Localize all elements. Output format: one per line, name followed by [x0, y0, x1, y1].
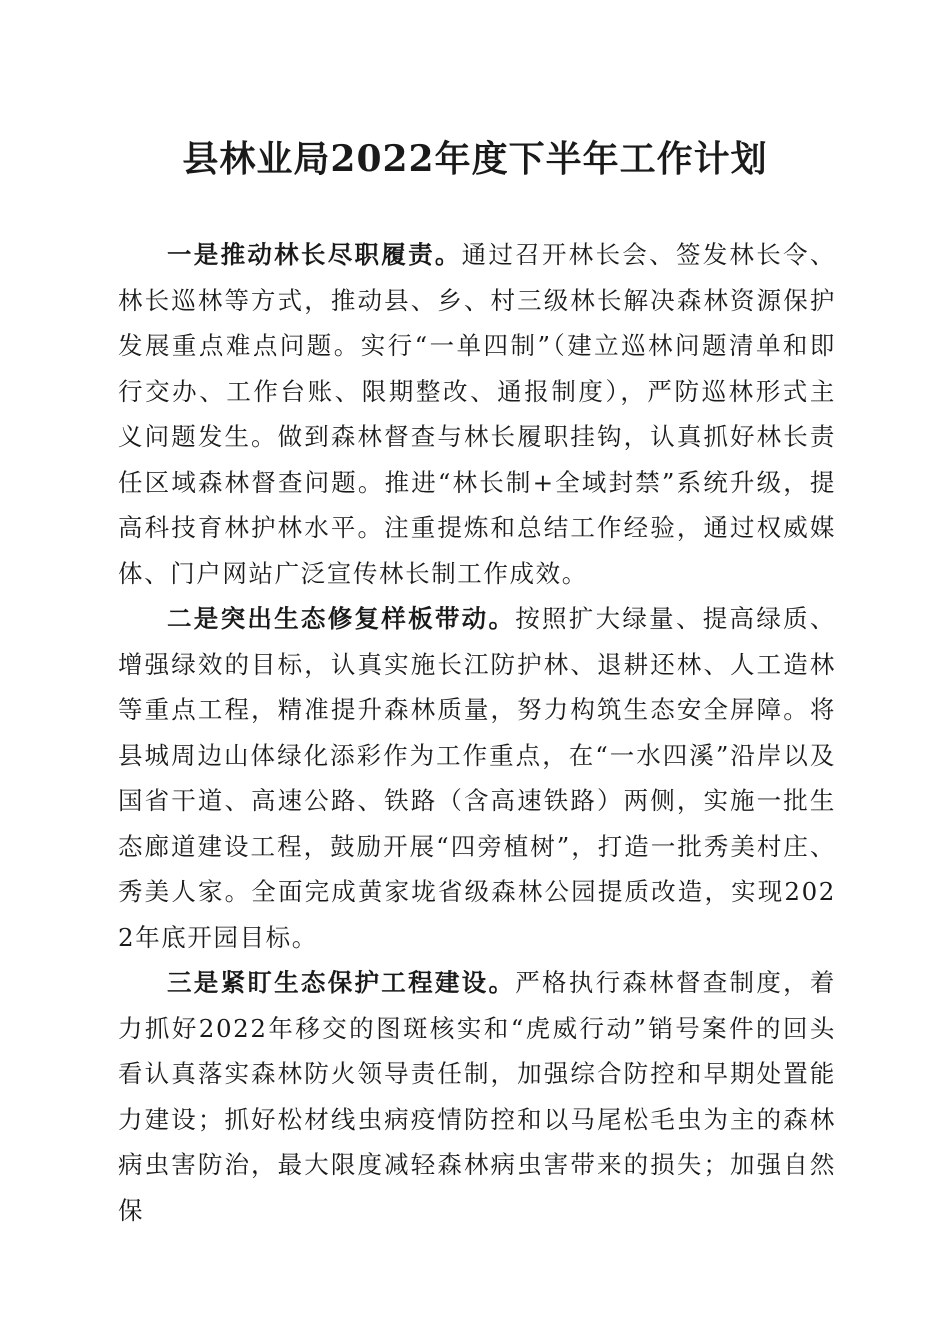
document-title: 县林业局2022年度下半年工作计划: [182, 138, 768, 180]
paragraph-3-text: 严格执行森林督查制度，着力抓好2022年移交的图斑核实和“虎威行动”销号案件的回头看认真落实森林防火领导责任制，加强综合防控和早期处置能力建设；抓好松材线虫病疫情防控和以马尾松毛虫为主的森林病虫害防治，最大限度减轻森林病虫害带来的损失；加强自然保: [118, 968, 836, 1225]
paragraph-1-text: 通过召开林长会、签发林长令、林长巡林等方式，推动县、乡、村三级林长解决森林资源保护发展重点难点问题。实行“一单四制”（建立巡林问题清单和即行交办、工作台账、限期整改、通报制度），严防巡林形式主义问题发生。做到森林督查与林长履职挂钩，认真抓好林长责任区域森林督查问题。推进“林长制+全域封禁”系统升级，提高科技育林护林水平。注重提炼和总结工作经验，通过权威媒体、门户网站广泛宣传林长制工作成效。: [118, 240, 836, 588]
paragraph-2-lead: 二是突出生态修复样板带动。: [167, 604, 516, 633]
paragraph-2: [118, 596, 836, 960]
paragraph-3: [118, 960, 836, 1233]
paragraph-3-lead: 三是紧盯生态保护工程建设。: [167, 968, 516, 997]
paragraph-1-lead: 一是推动林长尽职履责。: [167, 240, 462, 269]
document-body: [118, 232, 836, 1233]
paragraph-2-text: 按照扩大绿量、提高绿质、增强绿效的目标，认真实施长江防护林、退耕还林、人工造林等重点工程，精准提升森林质量，努力构筑生态安全屏障。将县城周边山体绿化添彩作为工作重点，在“一水四溪”沿岸以及国省干道、高速公路、铁路（含高速铁路）两侧，实施一批生态廊道建设工程，鼓励开展“四旁植树”，打造一批秀美村庄、秀美人家。全面完成黄家垅省级森林公园提质改造，实现2022年底开园目标。: [118, 604, 836, 952]
paragraph-1: [118, 232, 836, 596]
